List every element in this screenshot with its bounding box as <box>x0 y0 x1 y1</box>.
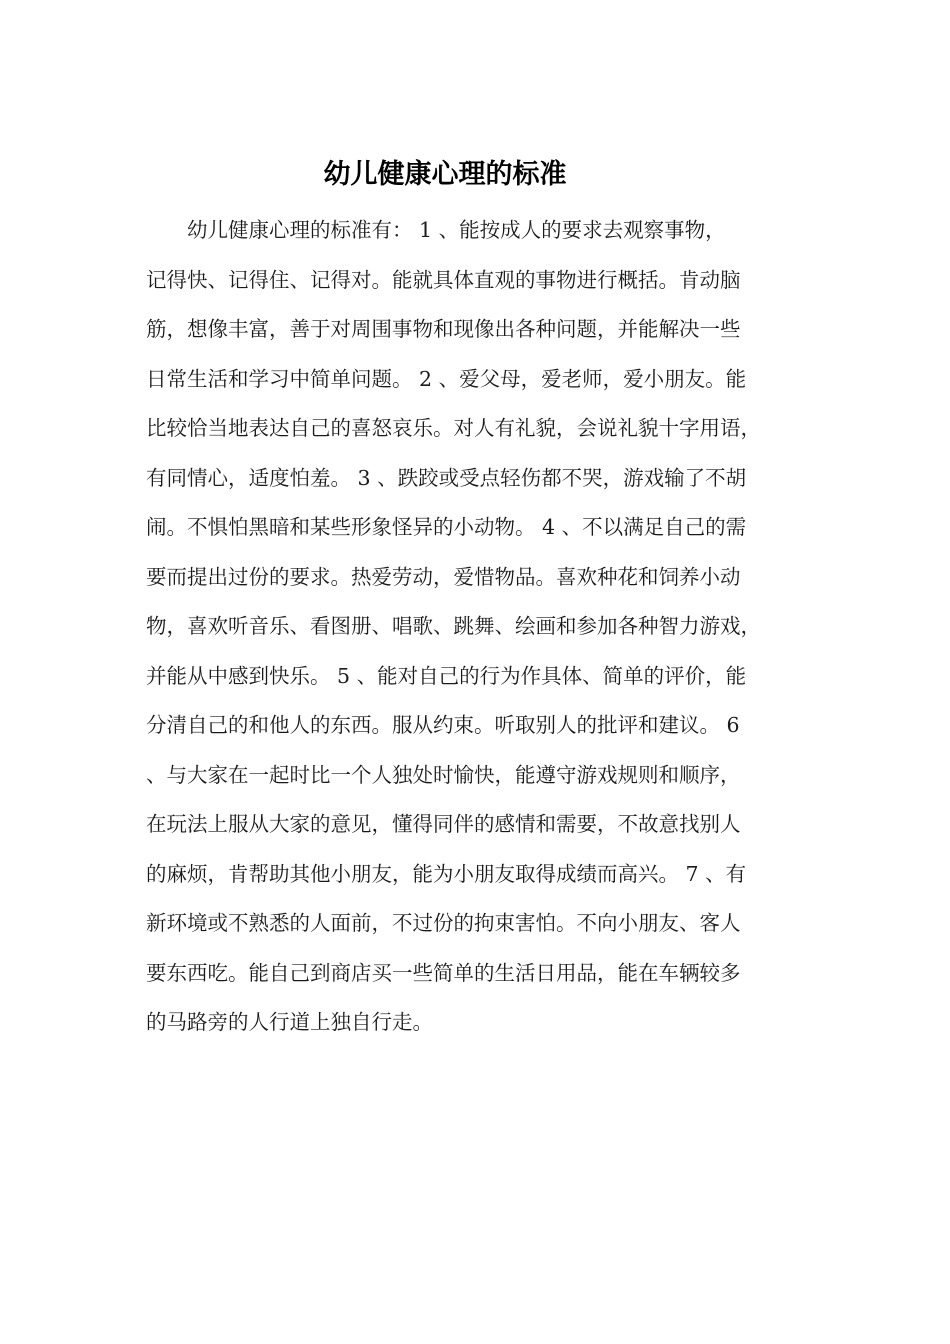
body-line: 、与大家在一起时比一个人独处时愉快，能遵守游戏规则和顺序， <box>146 762 741 787</box>
body-line: 要而提出过份的要求。热爱劳动，爱惜物品。喜欢种花和饲养小动 <box>146 564 741 589</box>
document-body <box>146 206 826 1048</box>
body-line: 的马路旁的人行道上独自行走。 <box>146 1010 433 1034</box>
body-line: 物，喜欢听音乐、看图册、唱歌、跳舞、绘画和参加各种智力游戏， <box>146 614 761 638</box>
body-line: 筋，想像丰富，善于对周围事物和现像出各种问题，并能解决一些 <box>146 317 741 341</box>
document-title: 幼儿健康心理的标准 <box>323 159 567 190</box>
body-line: 有同情心，适度怕羞。 3 、跌跤或受点轻伤都不哭，游戏输了不胡 <box>146 465 747 490</box>
body-line: 幼儿健康心理的标准有： 1 、能按成人的要求去观察事物， <box>146 218 726 242</box>
body-line: 在玩法上服从大家的意见，懂得同伴的感情和需要，不故意找别人 <box>146 812 741 836</box>
body-line: 比较恰当地表达自己的喜怒哀乐。对人有礼貌，会说礼貌十字用语， <box>146 416 761 440</box>
body-line: 要东西吃。能自己到商店买一些简单的生活日用品，能在车辆较多 <box>146 960 741 985</box>
body-line: 日常生活和学习中简单问题。 2 、爱父母，爱老师，爱小朋友。能 <box>146 366 747 391</box>
body-line: 闹。不惧怕黑暗和某些形象怪异的小动物。 4 、不以满足自己的需 <box>146 515 747 539</box>
body-line: 记得快、记得住、记得对。能就具体直观的事物进行概括。肯动脑 <box>146 267 741 292</box>
body-line: 的麻烦，肯帮助其他小朋友，能为小朋友取得成绩而高兴。 7 、有 <box>146 861 747 886</box>
body-line: 并能从中感到快乐。 5 、能对自己的行为作具体、简单的评价，能 <box>146 663 747 688</box>
body-line: 分清自己的和他人的东西。服从约束。听取别人的批评和建议。 6 <box>146 713 740 737</box>
body-line: 新环境或不熟悉的人面前，不过份的拘束害怕。不向小朋友、客人 <box>146 911 741 935</box>
